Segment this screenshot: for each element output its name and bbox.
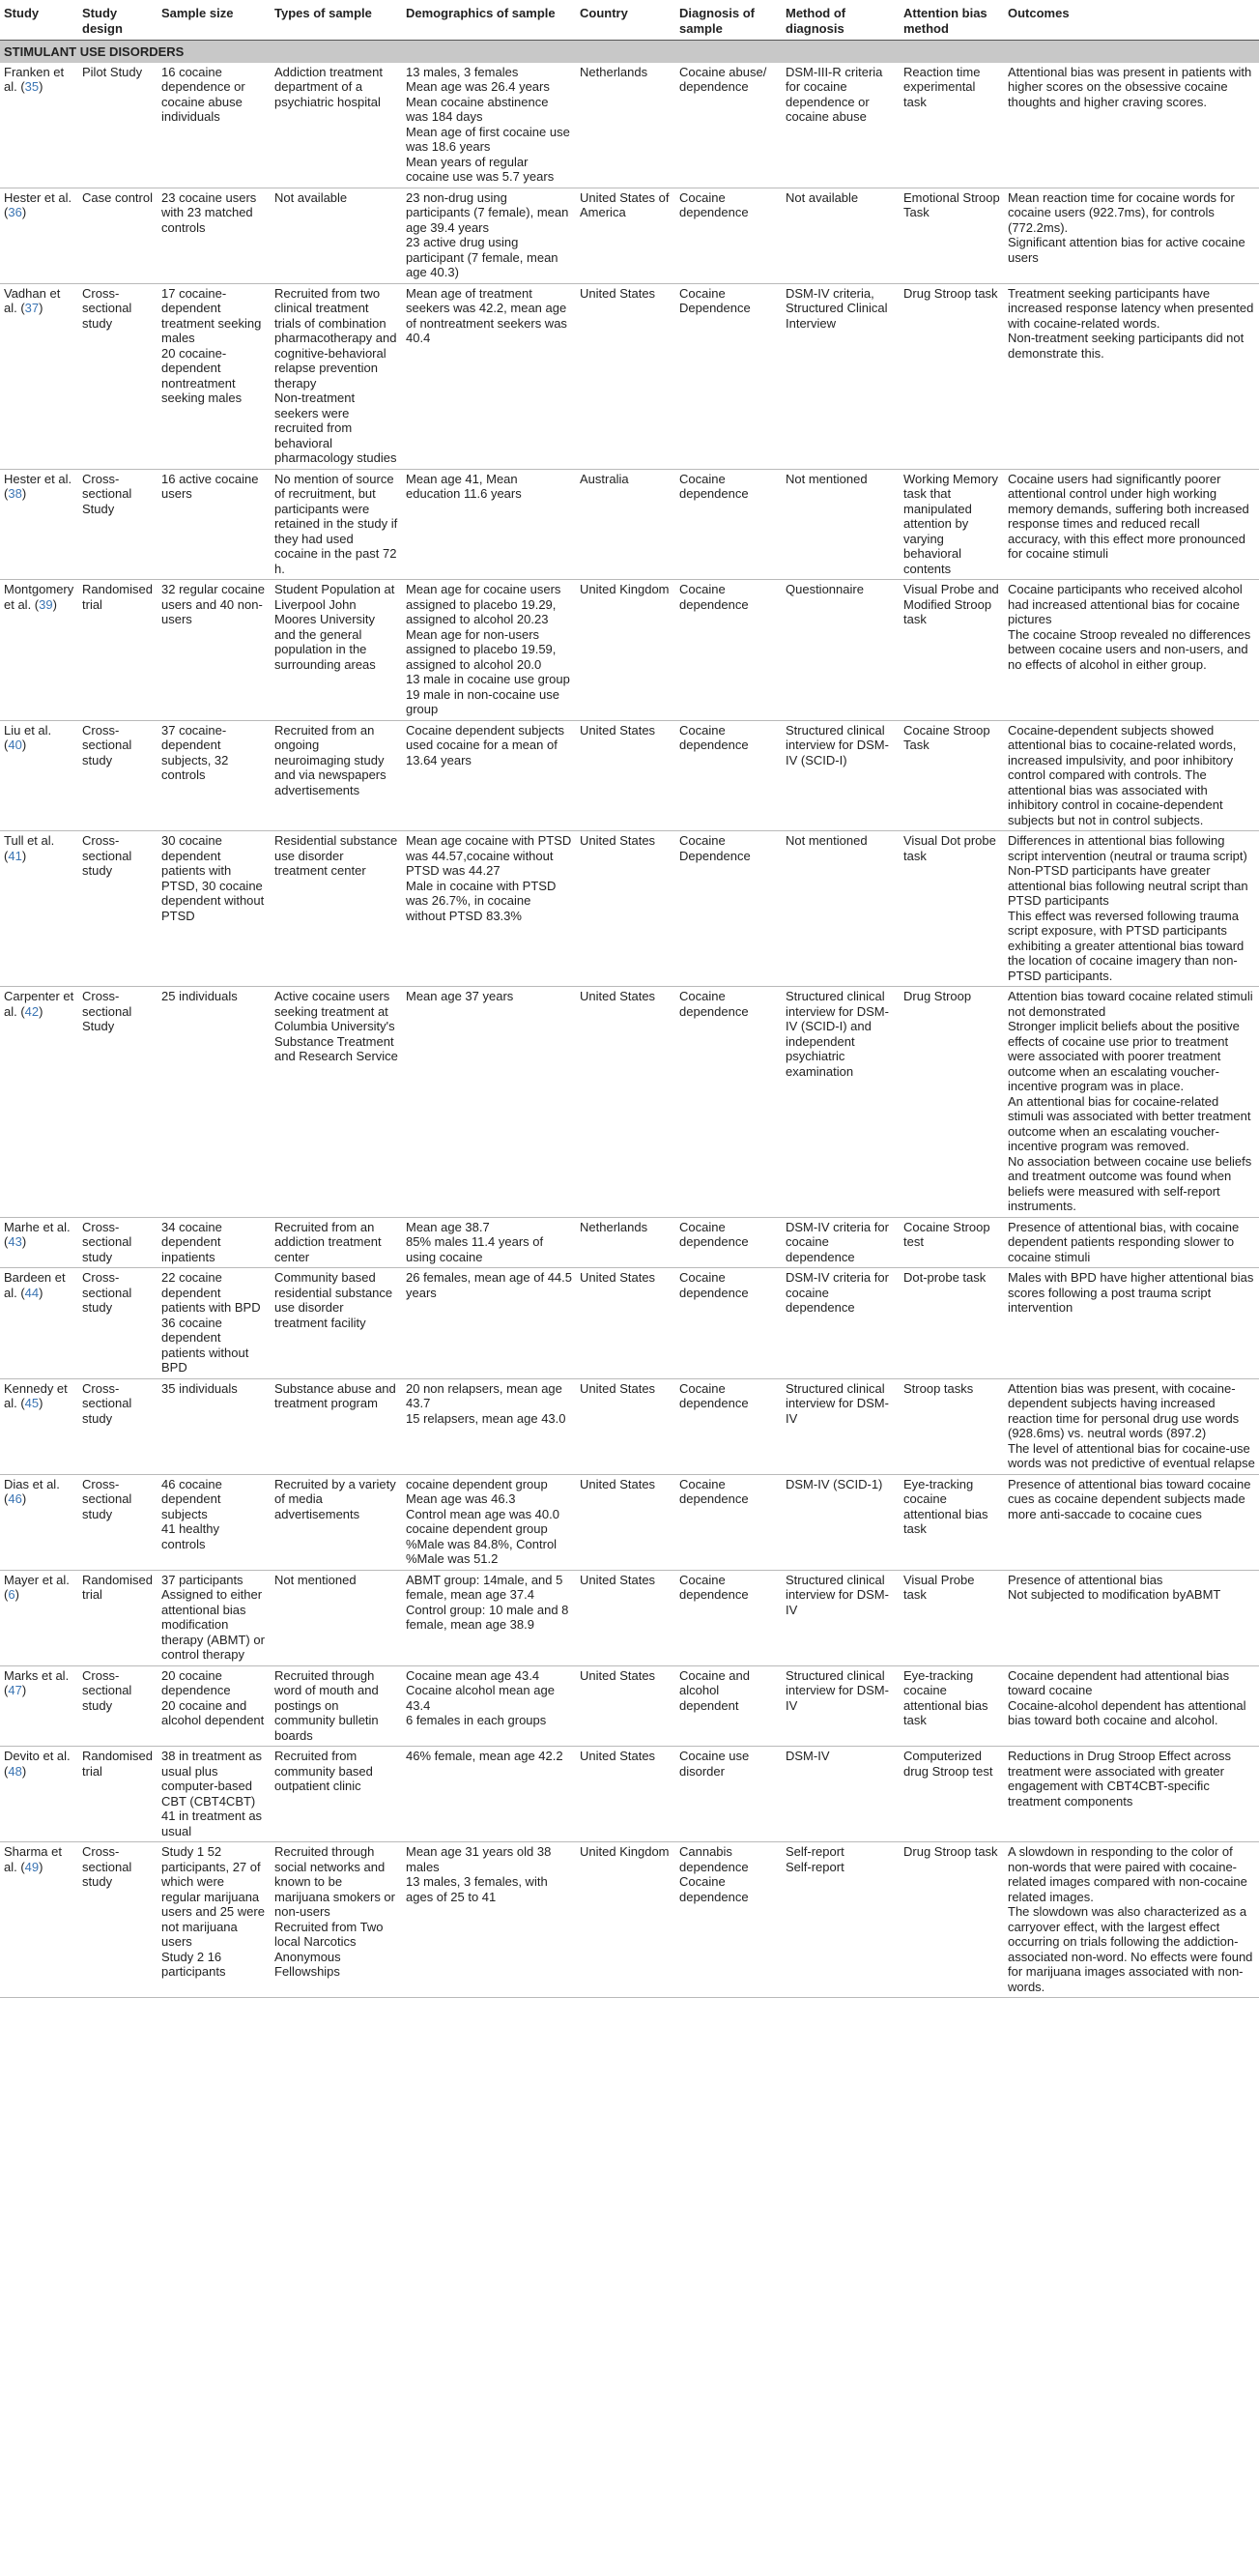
study-cell [0,63,78,188]
diagnosis-cell: Cocaine dependence [679,722,749,752]
reference-close-paren: ) [21,205,27,219]
study-name: Mayer et al. ( [4,1572,70,1602]
outcomes-cell: Males with BPD have higher attentional bias scores following a post trauma script intervention [1008,1270,1254,1315]
reference-link[interactable]: 47 [8,1683,22,1697]
attention-bias-method-cell: Reaction time experimental task [903,64,981,109]
study-design-cell: Cross-sectional study [82,833,132,878]
country-cell: United States [580,1749,656,1763]
study-name: Tull et al. ( [4,833,55,863]
sample-size-cell: 46 cocaine dependent subjects 41 healthy controls [161,1476,222,1551]
diagnosis-cell: Cocaine and alcohol dependent [679,1667,750,1713]
reference-close-paren: ) [21,738,27,752]
diagnosis-cell: Cannabis dependence Cocaine dependence [679,1844,749,1904]
diagnosis-cell: Cocaine dependence [679,1476,749,1506]
diagnosis-cell: Cocaine dependence [679,189,749,219]
outcomes-cell: Attentional bias was present in patients with higher scores on the obsessive cocaine thoughts and higher craving scores. [1008,64,1252,109]
reference-close-paren: ) [21,1491,27,1506]
attention-bias-method-cell: Drug Stroop task [903,285,998,301]
sample-size-cell: 20 cocaine dependence 20 cocaine and alcohol dependent [161,1667,265,1727]
study-cell [0,283,78,469]
study-design-cell: Randomised trial [82,1572,153,1602]
table-row [0,283,1259,469]
study-cell [0,469,78,580]
sample-size-cell: Study 1 52 participants, 27 of which were regular marijuana users and 25 were not marijuana users Study 2 16 participants [161,1844,265,1979]
study-cell [0,1217,78,1268]
reference-link[interactable]: 48 [8,1763,22,1779]
attention-bias-method-cell: Cocaine Stroop Task [903,722,990,752]
study-design-cell: Cross-sectional study [82,1476,132,1521]
demographics-cell: Cocaine dependent subjects used cocaine for a mean of 13.64 years [406,722,565,767]
column-header: Demographics of sample [406,6,556,20]
diagnosis-method-cell: Not available [786,189,859,205]
reference-close-paren: ) [39,1396,43,1410]
table-row [0,987,1259,1218]
reference-link[interactable]: 49 [24,1859,40,1874]
study-design-cell: Randomised trial [82,1749,153,1779]
study-design-cell: Cross-sectional study [82,1667,132,1713]
country-cell: Australia [580,471,629,486]
study-cell [0,188,78,283]
study-design-cell: Cross-sectional Study [82,989,132,1033]
sample-type-cell: Addiction treatment department of a psychiatric hospital [274,64,384,109]
outcomes-cell: Cocaine users had significantly poorer attentional control under high working memory demands, suffering both increased response times and reduced recall accuracy, with this effect more pronounced for cocaine stimuli [1008,471,1249,561]
study-design-cell: Pilot Study [82,64,143,79]
reference-close-paren: ) [21,1234,27,1249]
attention-bias-method-cell: Stroop tasks [903,1380,974,1396]
diagnosis-cell: Cocaine dependence [679,471,749,501]
country-cell: United States [580,833,656,848]
outcomes-cell: Cocaine-dependent subjects showed attentional bias to cocaine-related words, increased impulsivity, and poor inhibitory control compared with controls. The attentional bias was associated with inhibitory control in cocaine-dependent subjects but not in control subjects. [1008,722,1237,827]
diagnosis-method-cell: DSM-IV criteria, Structured Clinical Interview [786,285,888,331]
reference-close-paren: ) [14,1587,19,1602]
study-name: Montgomery et al. ( [4,582,74,612]
diagnosis-method-cell: Structured clinical interview for DSM-IV (SCID-I) [786,722,889,767]
study-cell [0,1665,78,1747]
diagnosis-cell: Cocaine abuse/ dependence [679,64,767,94]
diagnosis-method-cell: Questionnaire [786,582,864,596]
study-design-cell: Cross-sectional study [82,1270,132,1315]
sample-type-cell: Recruited from community based outpatient clinic [274,1749,373,1793]
reference-link[interactable]: 39 [39,596,53,612]
study-design-cell: Randomised trial [82,582,153,612]
demographics-cell: Mean age of treatment seekers was 42.2, mean age of nontreatment seekers was 40.4 [406,285,567,345]
diagnosis-cell: Cocaine dependence [679,989,749,1019]
column-header: Study [4,6,40,20]
country-cell: United Kingdom [580,582,670,596]
study-name: Hester et al. ( [4,189,72,219]
diagnosis-method-cell: Structured clinical interview for DSM-IV [786,1667,889,1713]
outcomes-cell: Cocaine dependent had attentional bias toward cocaine Cocaine-alcohol dependent has attentional bias toward both cocaine and alcohol. [1008,1667,1246,1727]
sample-type-cell: Recruited from an ongoing neuroimaging study and via newspapers advertisements [274,722,386,797]
attention-bias-method-cell: Visual Probe task [903,1572,975,1602]
country-cell: Netherlands [580,64,648,79]
study-cell [0,1378,78,1474]
study-name: Bardeen et al. ( [4,1270,66,1300]
column-header: Study design [82,6,123,36]
table-row [0,469,1259,580]
sample-type-cell: Residential substance use disorder treatment center [274,833,398,878]
table-row [0,1665,1259,1747]
outcomes-cell: Attention bias was present, with cocaine-dependent subjects having increased reaction time for personal drug use words (928.6ms) vs. neutral words (897.2) The level of attentional bias for cocaine-use words was not predictive of eventual relapse [1008,1380,1255,1470]
table-row [0,580,1259,721]
sample-size-cell: 32 regular cocaine users and 40 non-users [161,582,265,626]
reference-close-paren: ) [39,1859,43,1874]
table-body [0,41,1259,1998]
diagnosis-cell: Cocaine dependence [679,582,749,612]
outcomes-cell: Presence of attentional bias toward cocaine cues as cocaine dependent subjects made more anti-saccade to cocaine cues [1008,1476,1251,1521]
diagnosis-cell: Cocaine Dependence [679,285,751,315]
reference-link[interactable]: 35 [24,79,40,94]
demographics-cell: Mean age 41, Mean education 11.6 years [406,471,522,501]
sample-size-cell: 38 in treatment as usual plus computer-based CBT (CBT4CBT) 41 in treatment as usual [161,1749,263,1838]
reference-close-paren: ) [21,848,27,863]
study-cell [0,1268,78,1379]
outcomes-cell: Treatment seeking participants have increased response latency when presented with cocaine-related words. Non-treatment seeking participants did not demonstrate this. [1008,285,1254,361]
diagnosis-cell: Cocaine Dependence [679,833,751,863]
study-cell [0,1747,78,1842]
attention-bias-method-cell: Eye-tracking cocaine attentional bias task [903,1476,988,1536]
study-design-cell: Cross-sectional study [82,1219,132,1264]
study-name: Liu et al. ( [4,722,52,752]
study-design-cell: Cross-sectional Study [82,471,132,516]
reference-link[interactable]: 46 [8,1491,22,1506]
table-header-row [0,0,1259,41]
reference-close-paren: ) [21,1763,27,1779]
country-cell: United States of America [580,189,670,219]
diagnosis-method-cell: DSM-IV (SCID-1) [786,1476,883,1491]
sample-size-cell: 16 active cocaine users [161,471,259,501]
attention-bias-method-cell: Working Memory task that manipulated attention by varying behavioral contents [903,471,999,576]
reference-close-paren: ) [39,1285,43,1300]
column-header: Outcomes [1008,6,1070,20]
attention-bias-method-cell: Emotional Stroop Task [903,189,1000,219]
outcomes-cell: Presence of attentional bias, with cocaine dependent patients responding slower to cocaine stimuli [1008,1219,1240,1264]
study-cell [0,1570,78,1665]
outcomes-cell: Mean reaction time for cocaine words for cocaine users (922.7ms), for controls (772.2ms). Significant attention bias for active cocaine users [1008,189,1245,265]
reference-close-paren: ) [39,1003,43,1019]
attention-bias-method-cell: Cocaine Stroop test [903,1219,990,1249]
outcomes-cell: A slowdown in responding to the color of non-words that were paired with cocaine-related images compared with non-cocaine related images. The slowdown was also characterized as a carryover effect, with the largest effect occurring on trials following the addiction-associated non-word. No effects were found for marijuana images associated with non-words. [1008,1844,1253,1994]
demographics-cell: Mean age cocaine with PTSD was 44.57,cocaine without PTSD was 44.27 Male in cocaine with PTSD was 26.7%, in cocaine without PTSD 83.3% [406,833,572,923]
reference-link[interactable]: 44 [24,1285,40,1300]
country-cell: Netherlands [580,1219,648,1234]
reference-link[interactable]: 42 [24,1003,40,1019]
demographics-cell: ABMT group: 14male, and 5 female, mean age 37.4 Control group: 10 male and 8 female, mean age 38.9 [406,1572,569,1632]
demographics-cell: 26 females, mean age of 44.5 years [406,1270,573,1300]
study-cell [0,1474,78,1570]
country-cell: United Kingdom [580,1844,670,1859]
table-row [0,1217,1259,1268]
sample-size-cell: 17 cocaine-dependent treatment seeking males 20 cocaine-dependent nontreatment seeking males [161,285,262,405]
outcomes-cell: Attention bias toward cocaine related stimuli not demonstrated Stronger implicit beliefs about the positive effects of cocaine use prior to treatment were associated with poorer treatment outcome when an escalating voucher-incentive program was in place. An attentional bias for cocaine-related stimuli was associated with better treatment outcome when an escalating voucher-incentive program was removed. No association between cocaine use beliefs and treatment outcome was found when beliefs were measured with self-report instruments. [1008,989,1253,1213]
section-title: STIMULANT USE DISORDERS [0,41,1259,63]
sample-size-cell: 23 cocaine users with 23 matched controls [161,189,257,235]
demographics-cell: 13 males, 3 females Mean age was 26.4 years Mean cocaine abstinence was 184 days Mean age of first cocaine use was 18.6 years Mean years of regular cocaine use was 5.7 years [406,64,570,184]
reference-link[interactable]: 38 [8,486,22,501]
sample-type-cell: Recruited from two clinical treatment trials of combination pharmacotherapy and cognitive-behavioral relapse prevention therapy Non-treatment seekers were recruited from behavioral pharmacology studies [274,285,397,465]
table-row [0,720,1259,831]
attention-bias-method-cell: Drug Stroop task [903,1844,998,1859]
sample-type-cell: Active cocaine users seeking treatment at Columbia University's Substance Treatment and Research Service [274,989,398,1063]
study-name: Sharma et al. ( [4,1844,62,1874]
sample-type-cell: Recruited from an addiction treatment center [274,1219,382,1264]
demographics-cell: Mean age 38.7 85% males 11.4 years of using cocaine [406,1219,544,1264]
table-row [0,1842,1259,1998]
diagnosis-method-cell: DSM-IV criteria for cocaine dependence [786,1219,889,1264]
diagnosis-method-cell: DSM-IV [786,1749,830,1763]
sample-size-cell: 30 cocaine dependent patients with PTSD, 30 cocaine dependent without PTSD [161,833,265,923]
table-row [0,831,1259,987]
sample-size-cell: 34 cocaine dependent inpatients [161,1219,222,1264]
section-row [0,41,1259,63]
demographics-cell: Mean age for cocaine users assigned to placebo 19.29, assigned to alcohol 20.23 Mean age for non-users assigned to placebo 19.59, assigned to alcohol 20.0 13 male in cocaine use group 19 male in non-cocaine use group [406,582,570,716]
diagnosis-cell: Cocaine dependence [679,1270,749,1300]
study-cell [0,831,78,987]
column-header: Country [580,6,628,20]
study-name: Marhe et al. ( [4,1219,71,1249]
sample-size-cell: 37 participants Assigned to either attentional bias modification therapy (ABMT) or control therapy [161,1572,265,1662]
study-name: Dias et al. ( [4,1476,60,1506]
table-row [0,63,1259,188]
reference-close-paren: ) [39,79,43,94]
diagnosis-method-cell: Structured clinical interview for DSM-IV [786,1380,889,1426]
diagnosis-method-cell: DSM-IV criteria for cocaine dependence [786,1270,889,1315]
sample-type-cell: Student Population at Liverpool John Moores University and the general population in the surrounding areas [274,582,395,672]
sample-type-cell: Recruited through word of mouth and postings on community bulletin boards [274,1667,379,1743]
sample-size-cell: 25 individuals [161,989,238,1003]
country-cell: United States [580,285,656,301]
table-row [0,1268,1259,1379]
study-name: Carpenter et al. ( [4,989,74,1019]
study-name: Devito et al. ( [4,1749,71,1779]
diagnosis-method-cell: Structured clinical interview for DSM-IV [786,1572,889,1617]
diagnosis-cell: Cocaine dependence [679,1572,749,1602]
sample-type-cell: Recruited by a variety of media advertisements [274,1476,396,1521]
country-cell: United States [580,989,656,1003]
demographics-cell: Mean age 31 years old 38 males 13 males, 3 females, with ages of 25 to 41 [406,1844,552,1904]
study-cell [0,580,78,721]
study-name: Hester et al. ( [4,471,72,501]
study-name: Marks et al. ( [4,1667,70,1697]
outcomes-cell: Presence of attentional bias Not subjected to modification byABMT [1008,1572,1221,1602]
country-cell: United States [580,1572,656,1587]
sample-type-cell: Recruited through social networks and known to be marijuana smokers or non-users Recruited from Two local Narcotics Anonymous Fellowships [274,1844,395,1979]
outcomes-cell: Reductions in Drug Stroop Effect across treatment were associated with greater engagement with CBT4CBT-specific treatment components [1008,1749,1231,1809]
study-name: Kennedy et al. ( [4,1380,68,1410]
study-design-cell: Case control [82,189,153,205]
study-design-cell: Cross-sectional study [82,1380,132,1426]
country-cell: United States [580,1380,656,1396]
study-design-cell: Cross-sectional study [82,722,132,767]
table-row [0,1570,1259,1665]
reference-link[interactable]: 41 [8,848,22,863]
column-header: Types of sample [274,6,372,20]
sample-type-cell: No mention of source of recruitment, but participants were retained in the study if they had used cocaine in the past 72 h. [274,471,398,576]
country-cell: United States [580,1667,656,1683]
attention-bias-method-cell: Computerized drug Stroop test [903,1749,993,1779]
demographics-cell: 23 non-drug using participants (7 female), mean age 39.4 years 23 active drug using participant (7 female, mean age 40.3) [406,189,569,279]
attention-bias-method-cell: Drug Stroop [903,989,972,1003]
reference-link[interactable]: 36 [8,205,22,219]
column-header: Sample size [161,6,234,20]
sample-size-cell: 16 cocaine dependence or cocaine abuse individuals [161,64,245,124]
study-name: Vadhan et al. ( [4,285,61,315]
study-name: Franken et al. ( [4,64,65,94]
column-header: Attention bias method [903,6,987,36]
study-design-cell: Cross-sectional study [82,285,132,331]
demographics-cell: 46% female, mean age 42.2 [406,1749,563,1763]
sample-size-cell: 37 cocaine-dependent subjects, 32 controls [161,722,229,782]
reference-link[interactable]: 43 [8,1234,22,1249]
country-cell: United States [580,722,656,738]
reference-link[interactable]: 37 [24,301,40,315]
reference-link[interactable]: 40 [8,738,22,752]
table-row [0,1747,1259,1842]
country-cell: United States [580,1476,656,1491]
diagnosis-method-cell: Not mentioned [786,471,868,486]
column-header: Method of diagnosis [786,6,846,36]
sample-type-cell: Not available [274,189,348,205]
demographics-cell: Mean age 37 years [406,989,514,1003]
reference-link[interactable]: 6 [8,1587,15,1602]
sample-size-cell: 22 cocaine dependent patients with BPD 36 cocaine dependent patients without BPD [161,1270,261,1375]
reference-close-paren: ) [39,301,43,315]
sample-type-cell: Substance abuse and treatment program [274,1380,396,1410]
country-cell: United States [580,1270,656,1285]
attention-bias-method-cell: Eye-tracking cocaine attentional bias task [903,1667,988,1727]
demographics-cell: 20 non relapsers, mean age 43.7 15 relapsers, mean age 43.0 [406,1380,566,1426]
study-cell [0,987,78,1218]
attention-bias-method-cell: Visual Dot probe task [903,833,996,863]
diagnosis-method-cell: Self-report Self-report [786,1844,844,1874]
attention-bias-method-cell: Dot-probe task [903,1270,987,1285]
table-row [0,1474,1259,1570]
reference-close-paren: ) [21,1683,27,1697]
outcomes-cell: Cocaine participants who received alcohol had increased attentional bias for cocaine pictures The cocaine Stroop revealed no differences between cocaine users and non-users, and no effects of alcohol in either group. [1008,582,1251,672]
sample-size-cell: 35 individuals [161,1380,238,1396]
column-header: Diagnosis of sample [679,6,756,36]
study-design-cell: Cross-sectional study [82,1844,132,1889]
diagnosis-method-cell: Structured clinical interview for DSM-IV (SCID-I) and independent psychiatric examination [786,989,889,1079]
demographics-cell: cocaine dependent group Mean age was 46.3 Control mean age was 40.0 cocaine dependent group %Male was 84.8%, Control %Male was 51.2 [406,1476,559,1566]
reference-close-paren: ) [52,596,57,612]
table-row [0,188,1259,283]
diagnosis-cell: Cocaine dependence [679,1380,749,1410]
sample-type-cell: Not mentioned [274,1572,357,1587]
diagnosis-cell: Cocaine use disorder [679,1749,750,1779]
study-cell [0,720,78,831]
diagnosis-cell: Cocaine dependence [679,1219,749,1249]
demographics-cell: Cocaine mean age 43.4 Cocaine alcohol mean age 43.4 6 females in each groups [406,1667,555,1727]
study-cell [0,1842,78,1998]
diagnosis-method-cell: Not mentioned [786,833,868,848]
reference-link[interactable]: 45 [24,1396,40,1410]
diagnosis-method-cell: DSM-III-R criteria for cocaine dependence or cocaine abuse [786,64,883,124]
sample-type-cell: Community based residential substance use disorder treatment facility [274,1270,393,1330]
attention-bias-method-cell: Visual Probe and Modified Stroop task [903,582,999,626]
reference-close-paren: ) [21,486,27,501]
outcomes-cell: Differences in attentional bias following script intervention (neutral or trauma script) Non-PTSD participants have greater attentional bias following neutral script than PTSD participants This effect was reversed following trauma script exposure, with PTSD participants exhibiting a greater attentional bias toward the location of cocaine imagery than non-PTSD participants. [1008,833,1248,983]
table-row [0,1378,1259,1474]
